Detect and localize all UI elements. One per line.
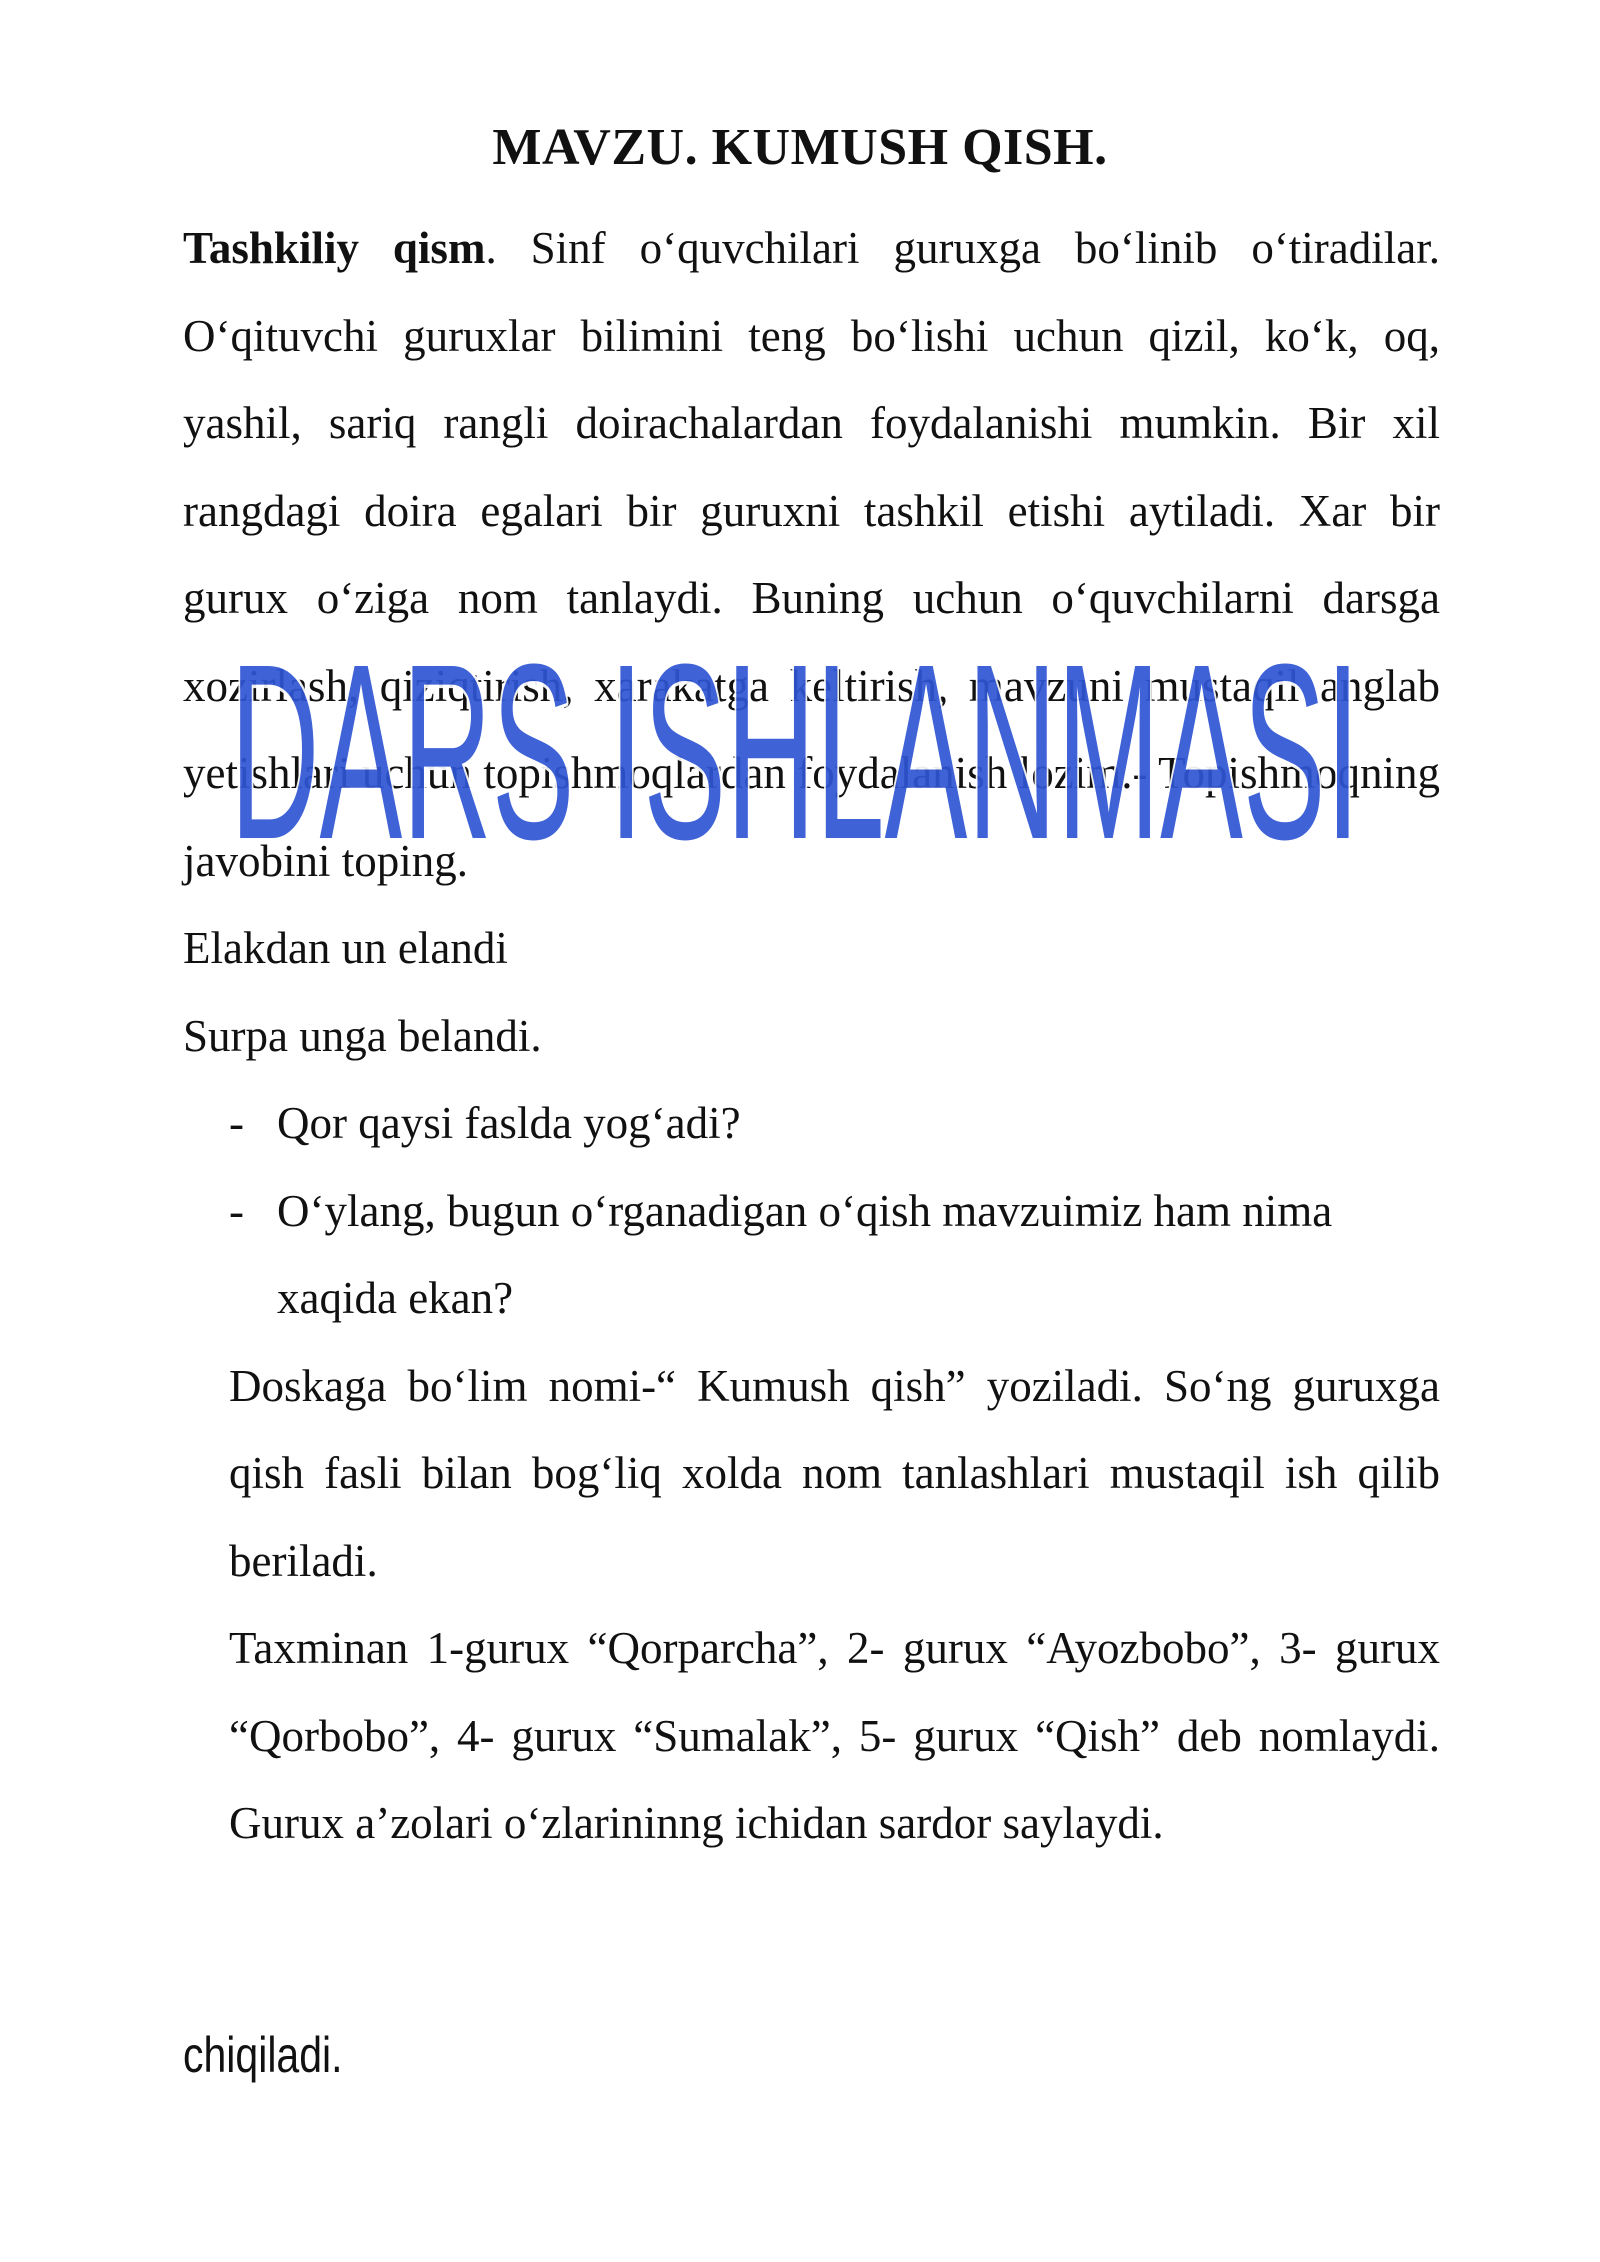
question-text: O‘ylang, bugun o‘rganadigan o‘qish mavzuimiz ham nima xaqida ekan?	[277, 1185, 1333, 1323]
intro-bold-label: Tashkiliy qism	[183, 223, 486, 273]
question-text: Qor qaysi faslda yog‘adi?	[277, 1098, 741, 1148]
svg-text:DARS ISHLANMASI: DARS ISHLANMASI	[230, 628, 1360, 878]
dash-marker: -	[229, 1185, 244, 1236]
dash-marker: -	[229, 1098, 244, 1148]
lesson-body	[183, 205, 1440, 1868]
intro-text: . Sinf o‘quvchilari guruxga bo‘linib o‘tiradilar. O‘qituvchi guruxlar bilimini teng bo‘lishi uchun qizil, ko‘k, oq, yashil, sariq rangli doirachalardan foydalanishi mumkin. Bir xil rangdagi doira egalari bir guruxni tashkil etishi aytiladi. Xar bir gurux o‘ziga nom tanlaydi. Buning uchun o‘quvchilarni darsga xozirlash, qiziqtirish, xarakatga keltirish, mavzuni mustaqil anglab yetishlari uchun topishmoqlardan foydalanish lozim.- Topishmoqning javobini toping.	[183, 223, 1440, 886]
riddle-line-1: Elakdan un elandi	[183, 923, 508, 973]
groups-paragraph: Taxminan 1-gurux “Qorparcha”, 2- gurux “Ayozbobo”, 3- gurux “Qorbobo”, 4- gurux “Sumalak”, 5- gurux “Qish” deb nomlaydi. Gurux a’zolari o‘zlarininng ichidan sardor saylaydi.	[229, 1623, 1440, 1848]
closing-word: chiqiladi.	[183, 2027, 343, 2083]
page-title: MAVZU. KUMUSH QISH.	[492, 119, 1108, 176]
board-paragraph: Doskaga bo‘lim nomi-“ Kumush qish” yoziladi. So‘ng guruxga qish fasli bilan bog‘liq xolda nom tanlashlari mustaqil ish qilib beriladi.	[229, 1360, 1440, 1586]
question-item	[183, 1168, 1440, 1343]
intro-paragraph	[183, 205, 1440, 905]
riddle-line-2: Surpa unga belandi.	[183, 1010, 542, 1061]
question-item	[183, 1080, 1440, 1168]
